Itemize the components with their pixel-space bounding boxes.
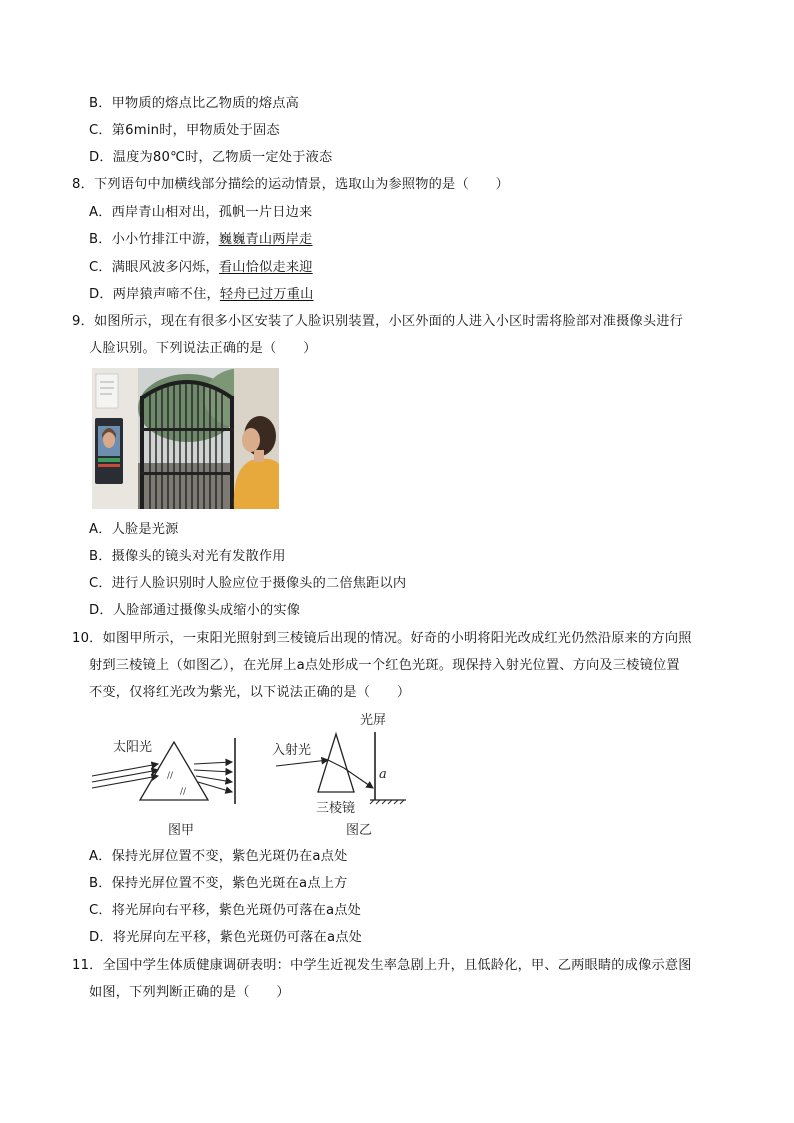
- prism-figures: [88, 708, 418, 844]
- face-recognition-photo-drawing: [92, 368, 279, 509]
- sunlight-label: 太阳光: [113, 740, 153, 755]
- q10-stem-line1: 10．如图甲所示，一束阳光照射到三棱镜后出现的情况。好奇的小明将阳光改成红光仍然沿原来的方向照: [72, 631, 692, 646]
- caption-figure-a: 图甲: [168, 823, 195, 838]
- svg-text://: //: [180, 787, 187, 797]
- q8-option-c-prefix: C．满眼风波多闪烁，: [89, 260, 219, 275]
- q7-option-c: C．第6min时，甲物质处于固态: [89, 123, 280, 138]
- q11-stem-line2: 如图，下列判断正确的是（ ）: [89, 985, 290, 1000]
- q10-stem-line3: 不变，仅将红光改为紫光，以下说法正确的是（ ）: [89, 685, 411, 700]
- q9-option-d: D．人脸部通过摄像头成缩小的实像: [89, 603, 301, 618]
- q9-option-a: A．人脸是光源: [89, 522, 179, 537]
- q8-option-b-prefix: B．小小竹排江中游，: [89, 232, 219, 247]
- q10-option-d: D．将光屏向左平移，紫色光斑仍可落在a点处: [89, 930, 362, 945]
- svg-text://: //: [167, 771, 174, 781]
- screen-label: 光屏: [360, 713, 387, 728]
- q8-option-c: [89, 259, 313, 277]
- q10-option-b: B．保持光屏位置不变，紫色光斑在a点上方: [89, 876, 348, 891]
- face-recognition-photo: [92, 368, 279, 509]
- q9-stem-line2: 人脸识别。下列说法正确的是（ ）: [89, 341, 317, 356]
- q11-stem-line1: 11．全国中学生体质健康调研表明：中学生近视发生率急剧上升，且低龄化，甲、乙两眼睛的成像示意图: [72, 958, 692, 973]
- prism-diagram: [88, 708, 418, 844]
- point-a-label: a: [379, 767, 387, 782]
- q9-option-b: B．摄像头的镜头对光有发散作用: [89, 549, 286, 564]
- q8-option-a: [89, 204, 312, 222]
- q8-stem: 8．下列语句中加横线部分描绘的运动情景，选取山为参照物的是（ ）: [72, 177, 509, 192]
- q8-option-b: [89, 231, 312, 249]
- q9-option-c: C．进行人脸识别时人脸应位于摄像头的二倍焦距以内: [89, 576, 407, 591]
- q8-option-a-text: A．西岸青山相对出，孤帆一片日边来: [89, 205, 313, 220]
- q8-option-d: [89, 286, 314, 304]
- q8-option-d-prefix: D．两岸猿声啼不住，: [89, 287, 220, 302]
- q9-stem-line1: 9．如图所示，现在有很多小区安装了人脸识别装置，小区外面的人进入小区时需将脸部对准摄像头进行: [72, 314, 684, 329]
- q10-option-c: C．将光屏向右平移，紫色光斑仍可落在a点处: [89, 903, 362, 918]
- q7-option-b: B．甲物质的熔点比乙物质的熔点高: [89, 96, 300, 111]
- q10-stem-line2: 射到三棱镜上（如图乙），在光屏上a点处形成一个红色光斑。现保持入射光位置、方向及三棱镜位置: [89, 658, 680, 673]
- q7-option-d: D．温度为80℃时，乙物质一定处于液态: [89, 150, 333, 165]
- prism-label: 三棱镜: [316, 801, 356, 816]
- q10-option-a: A．保持光屏位置不变，紫色光斑仍在a点处: [89, 849, 348, 864]
- q8-option-b-underlined: 巍巍青山两岸走: [218, 232, 313, 247]
- caption-figure-b: 图乙: [346, 823, 373, 838]
- incident-light-label: 入射光: [272, 743, 312, 758]
- q8-option-d-underlined: 轻舟已过万重山: [219, 287, 314, 302]
- q8-option-c-underlined: 看山恰似走来迎: [218, 260, 313, 275]
- prism-b: [318, 734, 354, 792]
